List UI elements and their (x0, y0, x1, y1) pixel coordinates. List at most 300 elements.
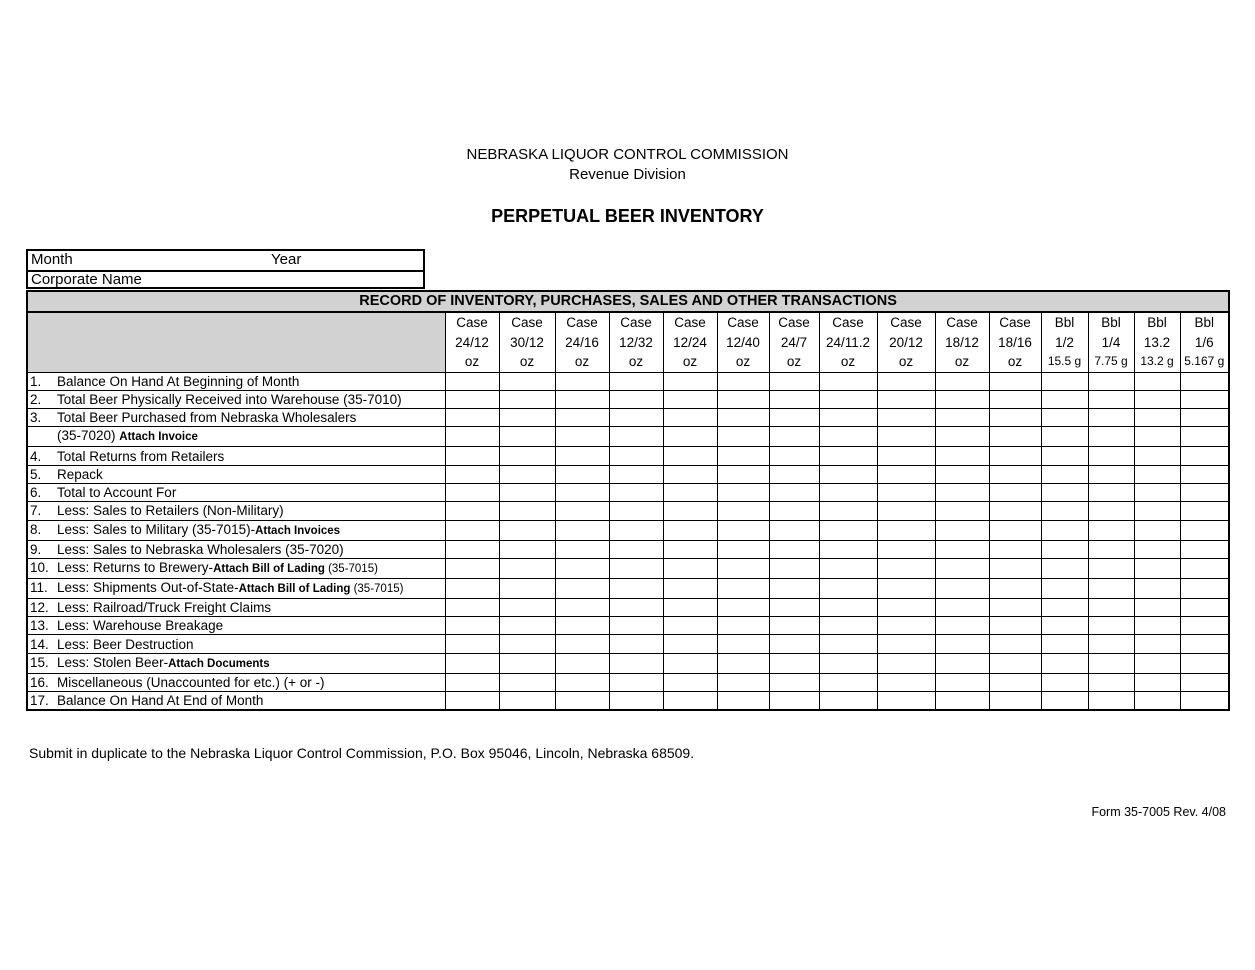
entry-cell[interactable] (445, 465, 499, 483)
entry-cell[interactable] (717, 390, 769, 408)
entry-cell[interactable] (989, 483, 1041, 501)
entry-cell[interactable] (819, 617, 877, 635)
entry-cell[interactable] (1134, 673, 1180, 691)
entry-cell[interactable] (989, 598, 1041, 616)
entry-cell[interactable] (935, 390, 989, 408)
entry-cell[interactable] (935, 635, 989, 653)
entry-cell[interactable] (663, 540, 717, 558)
entry-cell[interactable] (1134, 502, 1180, 520)
entry-cell[interactable] (445, 372, 499, 390)
entry-cell[interactable] (499, 372, 555, 390)
entry-cell[interactable] (1088, 520, 1134, 540)
entry-cell[interactable] (609, 465, 663, 483)
entry-cell[interactable] (935, 465, 989, 483)
entry-cell[interactable] (1180, 578, 1229, 598)
entry-cell[interactable] (935, 502, 989, 520)
entry-cell[interactable] (555, 692, 609, 711)
entry-cell[interactable] (717, 540, 769, 558)
entry-cell[interactable] (499, 578, 555, 598)
entry-cell[interactable] (555, 409, 609, 427)
entry-cell[interactable] (555, 520, 609, 540)
entry-cell[interactable] (445, 617, 499, 635)
page-title: PERPETUAL BEER INVENTORY (491, 206, 764, 226)
entry-cell[interactable] (769, 502, 819, 520)
entry-cell[interactable] (989, 578, 1041, 598)
entry-cell[interactable] (877, 635, 935, 653)
entry-cell[interactable] (989, 502, 1041, 520)
entry-cell[interactable] (769, 540, 819, 558)
entry-cell[interactable] (445, 635, 499, 653)
entry-cell[interactable] (1041, 465, 1088, 483)
entry-cell[interactable] (555, 502, 609, 520)
entry-cell[interactable] (1088, 653, 1134, 673)
entry-cell[interactable] (717, 447, 769, 465)
entry-cell[interactable] (877, 465, 935, 483)
column-header-l3: 15.5 g (1047, 354, 1082, 368)
entry-cell[interactable] (877, 520, 935, 540)
entry-cell[interactable] (609, 558, 663, 578)
entry-cell[interactable] (555, 673, 609, 691)
entry-cell[interactable] (877, 483, 935, 501)
entry-cell[interactable] (499, 653, 555, 673)
entry-cell[interactable] (1088, 465, 1134, 483)
entry-cell[interactable] (609, 520, 663, 540)
entry-cell[interactable] (609, 372, 663, 390)
entry-cell[interactable] (609, 653, 663, 673)
entry-cell[interactable] (445, 578, 499, 598)
entry-cell[interactable] (1134, 409, 1180, 427)
entry-cell[interactable] (1088, 692, 1134, 711)
entry-cell[interactable] (1134, 390, 1180, 408)
entry-cell[interactable] (555, 372, 609, 390)
entry-cell[interactable] (935, 427, 989, 447)
entry-cell[interactable] (663, 520, 717, 540)
entry-cell[interactable] (663, 483, 717, 501)
entry-cell[interactable] (819, 653, 877, 673)
entry-cell[interactable] (989, 558, 1041, 578)
entry-cell[interactable] (1180, 617, 1229, 635)
entry-cell[interactable] (1088, 578, 1134, 598)
entry-cell[interactable] (555, 578, 609, 598)
entry-cell[interactable] (499, 483, 555, 501)
entry-cell[interactable] (989, 447, 1041, 465)
entry-cell[interactable] (663, 502, 717, 520)
entry-cell[interactable] (717, 483, 769, 501)
entry-cell[interactable] (609, 617, 663, 635)
entry-cell[interactable] (1134, 617, 1180, 635)
entry-cell[interactable] (1180, 483, 1229, 501)
entry-cell[interactable] (499, 409, 555, 427)
entry-cell[interactable] (877, 673, 935, 691)
entry-cell[interactable] (445, 540, 499, 558)
entry-cell[interactable] (935, 540, 989, 558)
entry-cell[interactable] (445, 653, 499, 673)
entry-cell[interactable] (1180, 540, 1229, 558)
row-number: 13. (30, 618, 49, 634)
entry-cell[interactable] (717, 409, 769, 427)
entry-cell[interactable] (663, 390, 717, 408)
corporate-name-row[interactable] (28, 271, 423, 290)
row-number: 7. (30, 503, 42, 519)
entry-cell[interactable] (989, 692, 1041, 711)
entry-cell[interactable] (1041, 372, 1088, 390)
entry-cell[interactable] (499, 558, 555, 578)
entry-cell[interactable] (717, 578, 769, 598)
entry-cell[interactable] (1041, 520, 1088, 540)
entry-cell[interactable] (769, 483, 819, 501)
column-header-l3: oz (954, 354, 970, 369)
entry-cell[interactable] (1134, 427, 1180, 447)
entry-cell[interactable] (1180, 653, 1229, 673)
entry-cell[interactable] (989, 372, 1041, 390)
entry-cell[interactable] (819, 465, 877, 483)
entry-cell[interactable] (1180, 558, 1229, 578)
entry-cell[interactable] (1088, 483, 1134, 501)
entry-cell[interactable] (877, 502, 935, 520)
table-row (27, 692, 1229, 711)
entry-cell[interactable] (877, 578, 935, 598)
entry-cell[interactable] (663, 653, 717, 673)
entry-cell[interactable] (555, 540, 609, 558)
entry-cell[interactable] (1041, 427, 1088, 447)
entry-cell[interactable] (1088, 447, 1134, 465)
entry-cell[interactable] (1180, 598, 1229, 616)
entry-cell[interactable] (1134, 447, 1180, 465)
entry-cell[interactable] (1041, 673, 1088, 691)
entry-cell[interactable] (445, 673, 499, 691)
entry-cell[interactable] (445, 427, 499, 447)
entry-cell[interactable] (1041, 617, 1088, 635)
entry-cell[interactable] (1041, 558, 1088, 578)
entry-cell[interactable] (819, 372, 877, 390)
entry-cell[interactable] (769, 390, 819, 408)
entry-cell[interactable] (609, 502, 663, 520)
entry-cell[interactable] (989, 465, 1041, 483)
entry-cell[interactable] (1180, 692, 1229, 711)
entry-cell[interactable] (877, 390, 935, 408)
entry-cell[interactable] (1088, 617, 1134, 635)
entry-cell[interactable] (609, 390, 663, 408)
entry-cell[interactable] (989, 520, 1041, 540)
entry-cell[interactable] (877, 372, 935, 390)
entry-cell[interactable] (819, 558, 877, 578)
entry-cell[interactable] (769, 409, 819, 427)
entry-cell[interactable] (819, 390, 877, 408)
entry-cell[interactable] (1180, 673, 1229, 691)
entry-cell[interactable] (877, 653, 935, 673)
entry-cell[interactable] (555, 653, 609, 673)
entry-cell[interactable] (445, 520, 499, 540)
entry-cell[interactable] (1134, 558, 1180, 578)
entry-cell[interactable] (609, 409, 663, 427)
entry-cell[interactable] (663, 578, 717, 598)
entry-cell[interactable] (1041, 483, 1088, 501)
entry-cell[interactable] (819, 409, 877, 427)
submit-instructions: Submit in duplicate to the Nebraska Liquor Control Commission, P.O. Box 95046, Lincoln, Nebraska 68509. (29, 745, 695, 761)
entry-cell[interactable] (609, 578, 663, 598)
row-description (27, 520, 445, 540)
entry-cell[interactable] (1088, 502, 1134, 520)
entry-cell[interactable] (499, 598, 555, 616)
column-header (1180, 312, 1229, 372)
entry-cell[interactable] (609, 692, 663, 711)
entry-cell[interactable] (609, 483, 663, 501)
entry-cell[interactable] (717, 520, 769, 540)
entry-cell[interactable] (1134, 635, 1180, 653)
column-header-l1: Bbl (1147, 315, 1167, 330)
entry-cell[interactable] (989, 390, 1041, 408)
entry-cell[interactable] (819, 427, 877, 447)
column-header-l2: 12/32 (619, 334, 653, 350)
entry-cell[interactable] (717, 653, 769, 673)
column-header (1088, 312, 1134, 372)
entry-cell[interactable] (1041, 409, 1088, 427)
entry-cell[interactable] (663, 465, 717, 483)
entry-cell[interactable] (445, 483, 499, 501)
entry-cell[interactable] (1041, 502, 1088, 520)
entry-cell[interactable] (877, 692, 935, 711)
entry-cell[interactable] (819, 578, 877, 598)
entry-cell[interactable] (717, 617, 769, 635)
entry-cell[interactable] (663, 673, 717, 691)
column-header-l1: Case (511, 315, 543, 330)
entry-cell[interactable] (445, 558, 499, 578)
entry-cell[interactable] (717, 558, 769, 578)
entry-cell[interactable] (877, 409, 935, 427)
row-number: 3. (30, 410, 42, 426)
entry-cell[interactable] (935, 617, 989, 635)
entry-cell[interactable] (989, 540, 1041, 558)
entry-cell[interactable] (1134, 578, 1180, 598)
entry-cell[interactable] (819, 540, 877, 558)
row-text: Less: Warehouse Breakage (57, 618, 224, 634)
entry-cell[interactable] (935, 409, 989, 427)
row-text: Balance On Hand At Beginning of Month (57, 373, 300, 389)
entry-cell[interactable] (935, 598, 989, 616)
row-text: Total to Account For (57, 485, 177, 501)
entry-cell[interactable] (819, 598, 877, 616)
entry-cell[interactable] (877, 447, 935, 465)
entry-cell[interactable] (1180, 409, 1229, 427)
entry-cell[interactable] (769, 427, 819, 447)
entry-cell[interactable] (819, 502, 877, 520)
entry-cell[interactable] (877, 427, 935, 447)
entry-cell[interactable] (445, 447, 499, 465)
entry-cell[interactable] (935, 673, 989, 691)
column-header (609, 312, 663, 372)
entry-cell[interactable] (1134, 692, 1180, 711)
entry-cell[interactable] (609, 635, 663, 653)
entry-cell[interactable] (877, 598, 935, 616)
entry-cell[interactable] (555, 635, 609, 653)
entry-cell[interactable] (989, 653, 1041, 673)
row-attachment-note: Attach Documents (168, 657, 270, 670)
entry-cell[interactable] (555, 598, 609, 616)
entry-cell[interactable] (935, 578, 989, 598)
entry-cell[interactable] (717, 673, 769, 691)
entry-cell[interactable] (989, 617, 1041, 635)
row-number: 15. (30, 654, 49, 670)
entry-cell[interactable] (555, 465, 609, 483)
entry-cell[interactable] (769, 635, 819, 653)
entry-cell[interactable] (935, 520, 989, 540)
column-header-l1: Case (456, 315, 488, 330)
entry-cell[interactable] (663, 409, 717, 427)
entry-cell[interactable] (499, 447, 555, 465)
entry-cell[interactable] (877, 540, 935, 558)
entry-cell[interactable] (1180, 465, 1229, 483)
entry-cell[interactable] (989, 427, 1041, 447)
entry-cell[interactable] (1180, 372, 1229, 390)
entry-cell[interactable] (877, 617, 935, 635)
entry-cell[interactable] (1134, 520, 1180, 540)
entry-cell[interactable] (935, 483, 989, 501)
entry-cell[interactable] (445, 598, 499, 616)
entry-cell[interactable] (717, 692, 769, 711)
row-text: Miscellaneous (Unaccounted for etc.) (+ or -) (57, 674, 325, 690)
entry-cell[interactable] (1134, 598, 1180, 616)
entry-cell[interactable] (717, 372, 769, 390)
entry-cell[interactable] (663, 372, 717, 390)
entry-cell[interactable] (1088, 558, 1134, 578)
inventory-table (26, 290, 1230, 711)
entry-cell[interactable] (769, 598, 819, 616)
entry-cell[interactable] (769, 673, 819, 691)
entry-cell[interactable] (819, 673, 877, 691)
entry-cell[interactable] (1041, 447, 1088, 465)
entry-cell[interactable] (819, 483, 877, 501)
entry-cell[interactable] (819, 692, 877, 711)
entry-cell[interactable] (1041, 540, 1088, 558)
entry-cell[interactable] (769, 447, 819, 465)
entry-cell[interactable] (769, 653, 819, 673)
entry-cell[interactable] (663, 427, 717, 447)
entry-cell[interactable] (445, 409, 499, 427)
entry-cell[interactable] (989, 635, 1041, 653)
entry-cell[interactable] (445, 692, 499, 711)
entry-cell[interactable] (935, 692, 989, 711)
entry-cell[interactable] (717, 465, 769, 483)
row-text: Less: Sales to Military (35-7015)- (57, 521, 256, 537)
entry-cell[interactable] (1180, 635, 1229, 653)
entry-cell[interactable] (555, 447, 609, 465)
entry-cell[interactable] (499, 540, 555, 558)
entry-cell[interactable] (769, 617, 819, 635)
entry-cell[interactable] (555, 390, 609, 408)
entry-cell[interactable] (609, 673, 663, 691)
entry-cell[interactable] (1088, 673, 1134, 691)
entry-cell[interactable] (935, 558, 989, 578)
entry-cell[interactable] (1180, 520, 1229, 540)
entry-cell[interactable] (1041, 635, 1088, 653)
entry-cell[interactable] (499, 520, 555, 540)
entry-cell[interactable] (1088, 372, 1134, 390)
entry-cell[interactable] (769, 692, 819, 711)
entry-cell[interactable] (499, 692, 555, 711)
entry-cell[interactable] (1088, 409, 1134, 427)
row-number: 4. (30, 448, 42, 464)
column-header-l2: 20/12 (889, 334, 923, 350)
column-header (935, 312, 989, 372)
entry-cell[interactable] (935, 653, 989, 673)
entry-cell[interactable] (499, 673, 555, 691)
entry-cell[interactable] (769, 520, 819, 540)
entry-cell[interactable] (1180, 447, 1229, 465)
entry-cell[interactable] (717, 598, 769, 616)
entry-cell[interactable] (663, 617, 717, 635)
entry-cell[interactable] (445, 390, 499, 408)
month-year-row[interactable] (28, 251, 423, 272)
entry-cell[interactable] (1180, 502, 1229, 520)
entry-cell[interactable] (935, 372, 989, 390)
entry-cell[interactable] (819, 520, 877, 540)
entry-cell[interactable] (819, 635, 877, 653)
entry-cell[interactable] (555, 617, 609, 635)
entry-cell[interactable] (769, 558, 819, 578)
entry-cell[interactable] (1041, 692, 1088, 711)
entry-cell[interactable] (877, 558, 935, 578)
entry-cell[interactable] (1041, 653, 1088, 673)
entry-cell[interactable] (1088, 540, 1134, 558)
entry-cell[interactable] (555, 483, 609, 501)
entry-cell[interactable] (1041, 578, 1088, 598)
entry-cell[interactable] (769, 372, 819, 390)
entry-cell[interactable] (717, 427, 769, 447)
entry-cell[interactable] (1088, 635, 1134, 653)
entry-cell[interactable] (609, 598, 663, 616)
entry-cell[interactable] (499, 427, 555, 447)
entry-cell[interactable] (609, 447, 663, 465)
entry-cell[interactable] (819, 447, 877, 465)
entry-cell[interactable] (717, 635, 769, 653)
entry-cell[interactable] (1041, 390, 1088, 408)
entry-cell[interactable] (769, 578, 819, 598)
entry-cell[interactable] (935, 447, 989, 465)
entry-cell[interactable] (1134, 465, 1180, 483)
entry-cell[interactable] (499, 390, 555, 408)
entry-cell[interactable] (499, 635, 555, 653)
entry-cell[interactable] (663, 558, 717, 578)
entry-cell[interactable] (445, 502, 499, 520)
entry-cell[interactable] (1088, 427, 1134, 447)
entry-cell[interactable] (1134, 372, 1180, 390)
entry-cell[interactable] (555, 558, 609, 578)
entry-cell[interactable] (609, 427, 663, 447)
entry-cell[interactable] (663, 692, 717, 711)
entry-cell[interactable] (499, 502, 555, 520)
entry-cell[interactable] (663, 598, 717, 616)
entry-cell[interactable] (555, 427, 609, 447)
entry-cell[interactable] (989, 409, 1041, 427)
entry-cell[interactable] (663, 447, 717, 465)
entry-cell[interactable] (663, 635, 717, 653)
entry-cell[interactable] (1180, 427, 1229, 447)
entry-cell[interactable] (499, 617, 555, 635)
row-text: Less: Returns to Brewery- (57, 559, 214, 575)
entry-cell[interactable] (1041, 598, 1088, 616)
entry-cell[interactable] (1088, 598, 1134, 616)
entry-cell[interactable] (1180, 390, 1229, 408)
entry-cell[interactable] (1134, 483, 1180, 501)
entry-cell[interactable] (989, 673, 1041, 691)
entry-cell[interactable] (499, 465, 555, 483)
entry-cell[interactable] (1088, 390, 1134, 408)
entry-cell[interactable] (609, 540, 663, 558)
entry-cell[interactable] (717, 502, 769, 520)
entry-cell[interactable] (1134, 540, 1180, 558)
entry-cell[interactable] (1134, 653, 1180, 673)
entry-cell[interactable] (769, 465, 819, 483)
